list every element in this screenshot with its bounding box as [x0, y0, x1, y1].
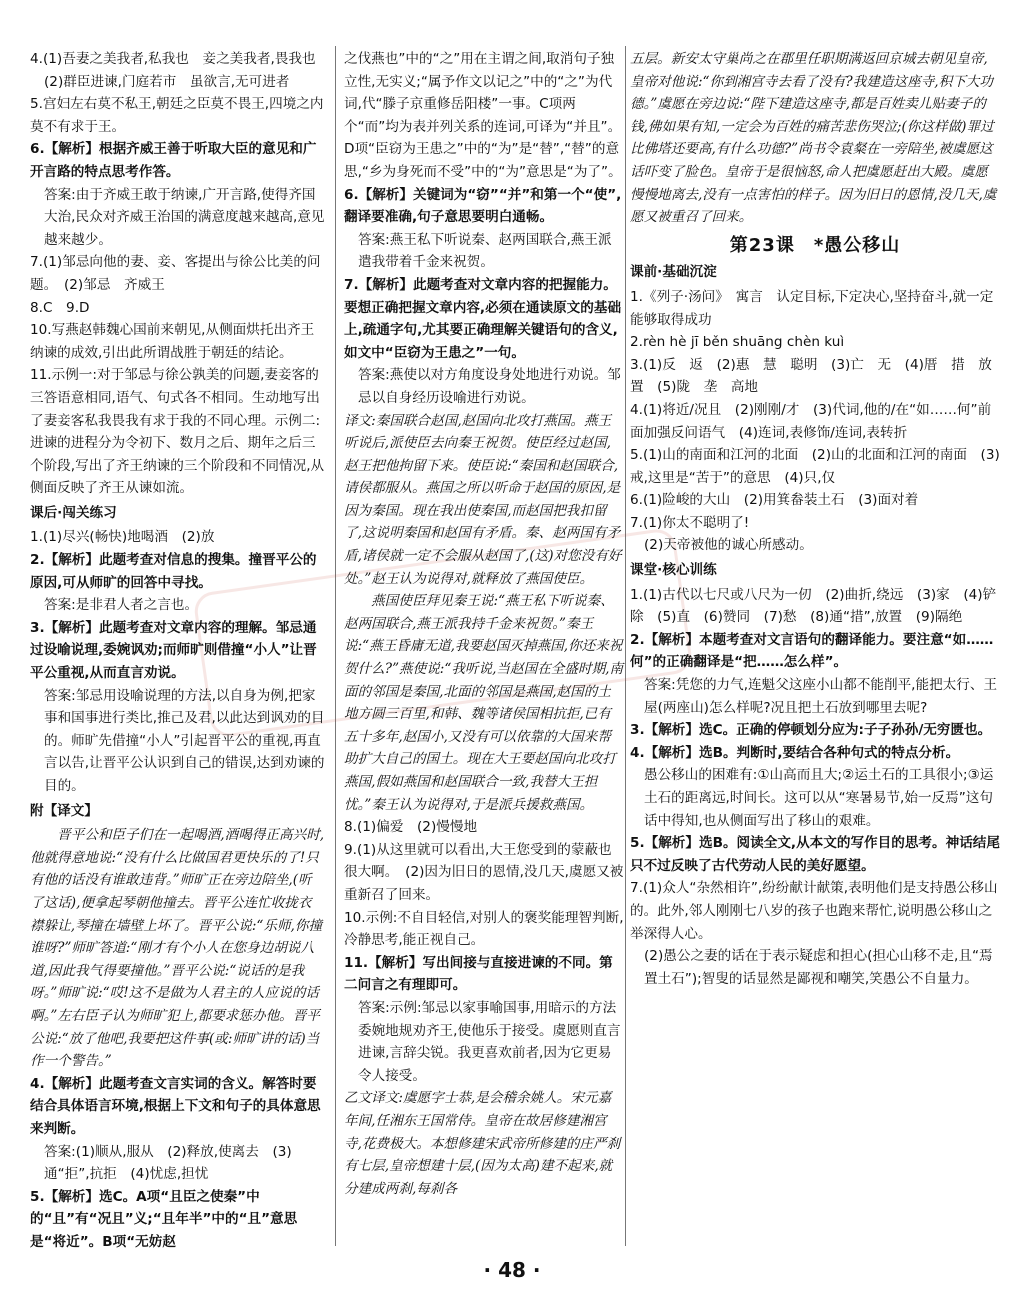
answer-line: 晋平公和臣子们在一起喝酒,酒喝得正高兴时,他就得意地说:“没有什么比做国君更快乐的了!只有他的话没有谁敢违背。”师旷正在旁边陪坐,(听了这话),便拿起琴朝他撞去。晋平公连忙收拢衣襟躲让,琴撞在墙壁上坏了。晋平公说:“乐师,你撞谁呀?”师旷答道:“刚才有个小人在您身边胡说八道,因此我气得要撞他。”晋平公说:“说话的是我呀。”师旷说:“哎!这不是做为人君主的人应说的话啊。”左右臣子认为师旷犯上,都要求惩办他。晋平公说:“放了他吧,我要把这件事(或:师旷讲的话)当作一个警告。”: [30, 827, 325, 1070]
answer-line: 1.《列子·汤问》 寓言 认定目标,下定决心,坚持奋斗,就一定能够取得成功: [630, 288, 994, 328]
answer-line: 6.【解析】根据齐威王善于听取大臣的意见和广开言路的特点思考作答。: [30, 141, 317, 180]
answer-line: 愚公移山的困难有:①山高而且大;②运土石的工具很小;③运土石的距离远,时间长。这可以从“寒暑易节,始一反焉”这句话中得知,也从侧面写出了移山的艰难。: [644, 767, 994, 829]
answer-line: 课堂·核心训练: [630, 562, 717, 579]
answer-line: 8.C 9.D: [30, 299, 90, 316]
answer-line: (2)群臣进谏,门庭若市 虽欲言,无可进者: [44, 73, 290, 90]
answer-line: 附【译文】: [30, 802, 98, 819]
answer-line: 答案:示例:邹忌以家事喻国事,用暗示的方法委婉地规劝齐王,使他乐于接受。虞愿则直言进谏,言辞尖锐。我更喜欢前者,因为它更易令人接受。: [358, 999, 621, 1084]
answer-line: 2.rèn hè jī běn shuāng chèn kuì: [630, 334, 845, 351]
answer-line: 答案:燕王私下听说秦、赵两国联合,燕王派遣我带着千金来祝贺。: [358, 231, 612, 271]
column-middle: [344, 48, 624, 1200]
answer-line: 5.(1)山的南面和江河的北面 (2)山的北面和江河的南面 (3)戒,这里是“苦于”的意思 (4)只,仅: [630, 447, 1000, 486]
answer-line: 3.【解析】此题考查对文章内容的理解。邹忌通过设喻说理,委婉讽劝;而师旷则借撞“小人”让晋平公重视,从而直言劝说。: [30, 619, 317, 682]
answer-line: 4.【解析】选B。判断时,要结合各种句式的特点分析。: [630, 744, 960, 761]
answer-line: 5.【解析】选C。A项“且臣之使秦”中的“且”有“况且”义;“且年半”中的“且”意思是“将近”。B项“无妨赵: [30, 1188, 298, 1250]
column-right: [630, 48, 1000, 990]
answer-line: (2)天帝被他的诚心所感动。: [644, 537, 813, 554]
answer-line: 译文:秦国联合赵国,赵国向北攻打燕国。燕王听说后,派使臣去向秦王祝贺。使臣经过赵国,赵王把他拘留下来。使臣说:“秦国和赵国联合,请侯都服从。燕国之所以听命于赵国的原因,是因为秦国。现在我出使秦国,而赵国把我扣留了,这说明秦国和赵国有矛盾。秦、赵两国有矛盾,诸侯就一定不会服从赵国了,(这)对您没有好处。”赵王认为说得对,就释放了燕国使臣。: [344, 412, 622, 587]
answer-line: 答案:燕使以对方角度设身处地进行劝说。邹忌以自身经历设喻进行劝说。: [358, 367, 621, 406]
answer-line: 燕国使臣拜见秦王说:“燕王私下听说秦、赵两国联合,燕王派我持千金来祝贺。”秦王说:“燕王昏庸无道,我要赵国灭掉燕国,你还来祝贺什么?”燕使说:“我听说,当赵国在全盛时期,南面的邻国是秦国,北面的邻国是燕国,赵国的土地方圆三百里,和韩、魏等诸侯国相抗拒,已有五十多年,赵国小,又没有可以依靠的大国来帮助扩大自己的国土。现在大王要赵国向北攻打燕国,假如燕国和赵国联合一致,我替大王担忧。”秦王认为说得对,于是派兵援救燕国。: [344, 593, 624, 813]
answer-line: 2.【解析】本题考查对文言语句的翻译能力。要注意“如……何”的正确翻译是“把……怎么样”。: [630, 631, 994, 671]
answer-line: 答案:邹忌用设喻说理的方法,以自身为例,把家事和国事进行类比,推己及君,以此达到讽劝的目的。师旷先借撞“小人”引起晋平公的重视,再直言以告,让晋平公认识到自己的错误,达到劝谏的目的。: [44, 687, 325, 794]
answer-line: 五层。新安太守巢尚之在郡里任职期满返回京城去朝见皇帝,皇帝对他说:“你到湘宫寺去看了没有?我建造这座寺,积下大功德。”虞愿在旁边说:“陛下建造这座寺,都是百姓卖儿贴妻子的钱,佛如果有知,一定会为百姓的痛苦悲伤哭泣;(你这样做)罪过比佛塔还要高,有什么功德?”尚书令袁粲在一旁陪坐,被虞愿这话吓变了脸色。皇帝于是很恼怒,命人把虞愿赶出大殿。虞愿慢慢地离去,没有一点害怕的样子。因为旧日的恩情,没几天,虞愿又被重召了回来。: [630, 51, 997, 226]
answer-line: 5.宫妇左右莫不私王,朝廷之臣莫不畏王,四境之内莫不有求于王。: [30, 96, 324, 135]
answer-line: 答案:凭您的力气,连魁父这座小山都不能削平,能把太行、王屋(两座山)怎么样呢?况且把土石放到哪里去呢?: [644, 677, 998, 716]
page-number: · 48 ·: [483, 1258, 541, 1282]
answer-line: 4.【解析】此题考查文言实词的含义。解答时要结合具体语言环境,根据上下文和句子的具体意思来判断。: [30, 1075, 321, 1137]
answer-line: 3.【解析】选C。正确的停顿划分应为:子子孙孙/无穷匮也。: [630, 722, 992, 739]
answer-line: 11.【解析】写出间接与直接进谏的不同。第二问言之有理即可。: [344, 954, 613, 994]
answer-line: 课前·基础沉淀: [630, 264, 717, 281]
column-left: [30, 48, 325, 1253]
answer-line: 1.(1)尽兴(畅快)地喝酒 (2)放: [30, 529, 215, 546]
answer-line: 8.(1)偏爱 (2)慢慢地: [344, 819, 478, 836]
answer-line: 乙文译文:虞愿字士恭,是会稽余姚人。宋元嘉年间,任湘东王国常侍。皇帝在故居修建湘宫寺,花费极大。本想修建宋武帝所修建的庄严刹有七层,皇帝想建十层,(因为太高)建不起来,就分建成两刹,每刹各: [344, 1090, 621, 1197]
answer-line: 6.(1)险峻的大山 (2)用箕畚装土石 (3)面对着: [630, 492, 919, 509]
page-number-value: 48: [498, 1258, 526, 1282]
answer-line: 之伐燕也”中的“之”用在主谓之间,取消句子独立性,无实义;“属予作文以记之”中的“之”为代词,代“滕子京重修岳阳楼”一事。C项两个“而”均为表并列关系的连词,可译为“并且”。D项“臣窃为王患之”中的“为”是“替”,“替”的意思,“乡为身死而不受”中的“为”意思是“为了”。: [344, 51, 622, 180]
answer-line: 1.(1)古代以七尺或八尺为一仞 (2)曲折,绕远 (3)家 (4)铲除 (5)直 (6)赞同 (7)愁 (8)通“措”,放置 (9)隔绝: [630, 586, 997, 626]
answer-line: 答案:(1)顺从,服从 (2)释放,使离去 (3)通“拒”,抗拒 (4)忧虑,担忧: [44, 1143, 292, 1183]
answer-line: 7.【解析】此题考查对文章内容的把握能力。要想正确把握文章内容,必须在通读原文的基础上,疏通字句,尤其要正确理解关键语句的含义,如文中“臣窃为王患之”一句。: [344, 276, 622, 361]
answer-line: 3.(1)反 返 (2)惠 慧 聪明 (3)亡 无 (4)厝 措 放置 (5)陇 垄 高地: [630, 356, 992, 396]
answer-line: 课后·闯关练习: [30, 504, 117, 521]
answer-line: 7.(1)你太不聪明了!: [630, 514, 750, 531]
answer-line: 4.(1)吾妻之美我者,私我也 妾之美我者,畏我也: [30, 51, 316, 67]
answer-line: 11.示例一:对于邹忌与徐公孰美的问题,妻妾客的三答语意相同,语气、句式各不相同。生动地写出了妻妾客私我畏我有求于我的不同心理。示例二:进谏的进程分为令初下、数月之后、期年之后三个阶段,写出了齐王纳谏的三个阶段和不同情况,从侧面反映了齐王从谏如流。: [30, 367, 325, 497]
answer-line: 答案:由于齐威王敢于纳谏,广开言路,使得齐国大治,民众对齐威王治国的满意度越来越高,意见越来越少。: [44, 186, 325, 248]
answer-line: 7.(1)邹忌向他的妻、妾、客提出与徐公比美的问题。 (2)邹忌 齐威王: [30, 254, 321, 293]
answer-line: 第23课 *愚公移山: [729, 234, 901, 256]
answer-line: 7.(1)众人“杂然相许”,纷纷献计献策,表明他们是支持愚公移山的。此外,邻人刚刚七八岁的孩子也跑来帮忙,说明愚公移山之举深得人心。: [630, 880, 998, 942]
answer-line: 9.(1)从这里就可以看出,大王您受到的蒙蔽也很大啊。 (2)因为旧日的恩情,没几天,虞愿又被重新召了回来。: [344, 841, 624, 903]
answer-line: 5.【解析】选B。阅读全文,从本文的写作目的思考。神话结尾只不过反映了古代劳动人民的美好愿望。: [630, 835, 1000, 874]
answer-line: 6.【解析】关键词为“窃”“并”和第一个“使”,翻译要准确,句子意思要明白通畅。: [344, 186, 622, 226]
answer-line: (2)愚公之妻的话在于表示疑虑和担心(担心山移不走,且“焉置土石”);智叟的话显然是鄙视和嘲笑,笑愚公不自量力。: [644, 948, 993, 987]
answer-line: 答案:是非君人者之言也。: [44, 597, 199, 614]
answer-line: 10.示例:不自目轻信,对别人的褒奖能理智判断,冷静思考,能正视自己。: [344, 909, 624, 949]
answer-line: 10.写燕赵韩魏心国前来朝见,从侧面烘托出齐王纳谏的成效,引出此所谓战胜于朝廷的结论。: [30, 322, 315, 361]
answer-line: 2.【解析】此题考查对信息的搜集。撞晋平公的原因,可从师旷的回答中寻找。: [30, 552, 317, 591]
answer-line: 4.(1)将近/况且 (2)刚刚/才 (3)代词,他的/在“如……何”前面加强反问语气 (4)连词,表修饰/连词,表转折: [630, 401, 992, 441]
